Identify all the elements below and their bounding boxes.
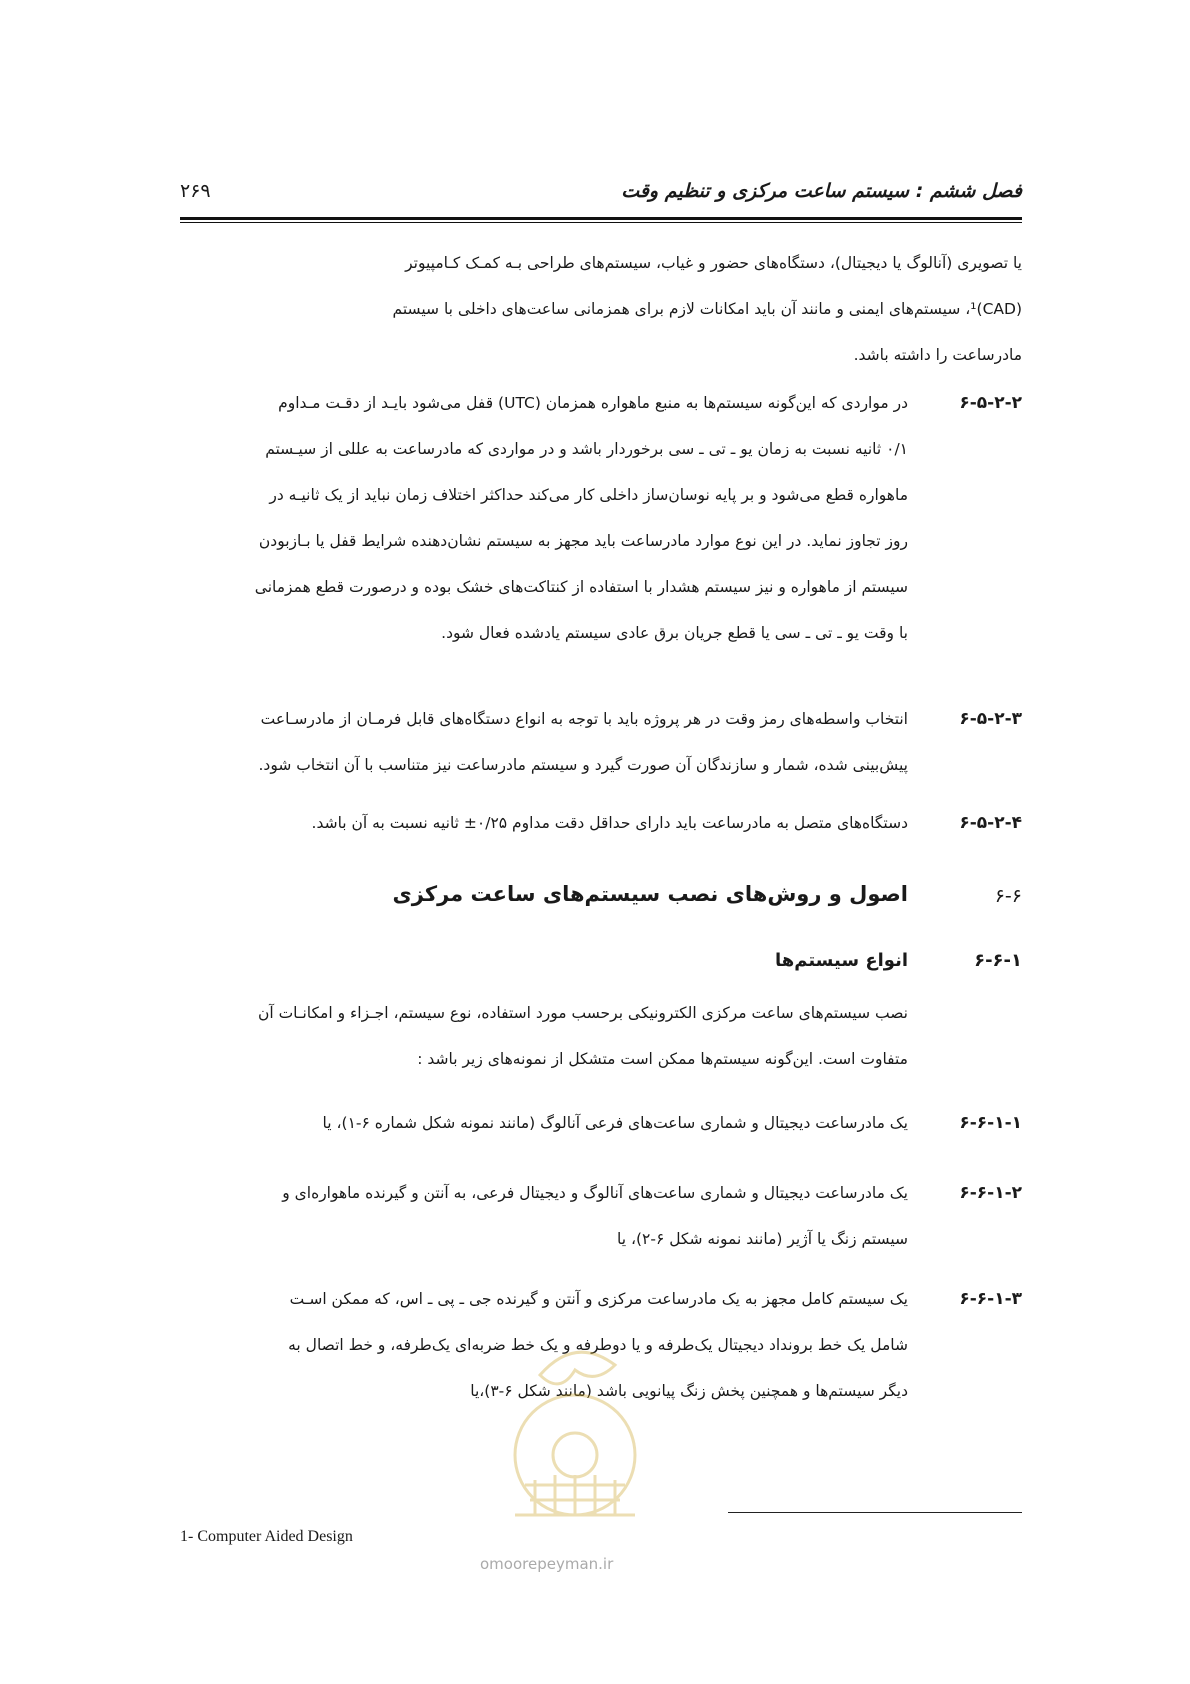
footnote-rule <box>728 1512 1022 1513</box>
clause-number: ۶-۵-۲-۳ <box>959 709 1022 729</box>
text-line: مادرساعت را داشته باشد. <box>853 346 1022 364</box>
chapter-title: فصل ششم : سیستم ساعت مرکزی و تنظیم وقت <box>621 180 1022 202</box>
header-rule-thin <box>180 222 1022 223</box>
page-number: ۲۶۹ <box>180 180 211 202</box>
clause-number: ۶-۶-۱-۲ <box>959 1183 1022 1203</box>
section-title: اصول و روش‌های نصب سیستم‌های ساعت مرکزی <box>392 882 908 906</box>
clause-text <box>180 800 908 846</box>
clause-number: ۶-۵-۲-۴ <box>959 813 1022 833</box>
clause-text <box>180 380 908 656</box>
intro-paragraph <box>180 240 1022 378</box>
subsection-title: انواع سیستم‌ها <box>774 950 908 971</box>
text-line: ۰/۱ ثانیه نسبت به زمان یو ـ تی ـ سی برخوردار باشد و در مواردی که مادرساعت به عللی از سیـستم <box>265 440 908 458</box>
watermark-site: omoorepeyman.ir <box>480 1555 614 1573</box>
footnote: 1- Computer Aided Design <box>180 1528 353 1545</box>
text-line: یا تصویری (آنالوگ یا دیجیتال)، دستگاه‌های حضور و غیاب، سیستم‌های طراحی بـه کمـک کـامپیوتر <box>405 254 1022 272</box>
text-line: پیش‌بینی شده، شمار و سازندگان آن صورت گیرد و سیستم مادرساعت نیز متناسب با آن انتخاب شود. <box>258 756 908 774</box>
text-line: متفاوت است. این‌گونه سیستم‌ها ممکن است متشکل از نمونه‌های زیر باشد : <box>417 1050 908 1068</box>
text-line: نصب سیستم‌های ساعت مرکزی الکترونیکی برحسب مورد استفاده، نوع سیستم، اجـزاء و امکانـات آن <box>257 1004 908 1022</box>
clause-number: ۶-۵-۲-۲ <box>959 393 1022 413</box>
clause-number: ۶-۶-۱-۱ <box>959 1113 1022 1133</box>
clause-text <box>180 696 908 788</box>
header-rule-thick <box>180 217 1022 220</box>
text-line: انتخاب واسطه‌های رمز وقت در هر پروژه باید با توجه به انواع دستگاه‌های قابل فرمـان از مادرسـاعت <box>260 710 908 728</box>
text-line: (CAD)¹، سیستم‌های ایمنی و مانند آن باید امکانات لازم برای همزمانی ساعت‌های داخلی با سیستم <box>392 300 1022 318</box>
text-line: یک مادرساعت دیجیتال و شماری ساعت‌های فرعی آنالوگ (مانند نمونه شکل شماره ۶-۱)، یا <box>322 1114 908 1132</box>
subsection-paragraph <box>180 990 908 1082</box>
text-line: دیگر سیستم‌ها و همچنین پخش زنگ پیانویی باشد (مانند شکل ۶-۳)،یا <box>470 1382 908 1400</box>
text-line: یک مادرساعت دیجیتال و شماری ساعت‌های آنالوگ و دیجیتال فرعی، به آنتن و گیرنده ماهواره‌ای و <box>282 1184 908 1202</box>
text-line: یک سیستم کامل مجهز به یک مادرساعت مرکزی و آنتن و گیرنده جی ـ پی ـ اس، که ممکن اسـت <box>289 1290 908 1308</box>
text-line: با وقت یو ـ تی ـ سی یا قطع جریان برق عادی سیستم یادشده فعال شود. <box>441 624 908 642</box>
text-line: سیستم از ماهواره و نیز سیستم هشدار با استفاده از کنتاکت‌های خشک بوده و درصورت قطع همزمانی <box>254 578 908 596</box>
page-header <box>180 180 1022 212</box>
watermark-seal-icon <box>475 1315 675 1555</box>
clause-number: ۶-۶-۱-۳ <box>959 1289 1022 1309</box>
text-line: دستگاه‌های متصل به مادرساعت باید دارای حداقل دقت مداوم ۰/۲۵± ثانیه نسبت به آن باشد. <box>311 814 908 832</box>
document-page <box>180 0 1022 1684</box>
text-line: در مواردی که این‌گونه سیستم‌ها به منبع ماهواره همزمان (UTC) قفل می‌شود بایـد از دقـت مـداوم <box>278 394 908 412</box>
text-line: شامل یک خط برونداد دیجیتال یک‌طرفه و یا دوطرفه و یک خط ضربه‌ای یک‌طرفه، و خط اتصال به <box>288 1336 908 1354</box>
text-line: ماهواره قطع می‌شود و بر پایه نوسان‌ساز داخلی کار می‌کند حداکثر اختلاف زمان نباید از یک ثانیـه در <box>269 486 908 504</box>
text-line: سیستم زنگ یا آژیر (مانند نمونه شکل ۶-۲)، یا <box>617 1230 908 1248</box>
text-line: روز تجاوز نماید. در این نوع موارد مادرساعت باید مجهز به سیستم نشان‌دهنده شرایط قفل یا بـازبودن <box>258 532 908 550</box>
clause-text <box>180 1100 908 1146</box>
clause-text <box>180 1170 908 1262</box>
subsection-number: ۶-۶-۱ <box>974 950 1022 971</box>
section-number: ۶-۶ <box>994 885 1022 907</box>
